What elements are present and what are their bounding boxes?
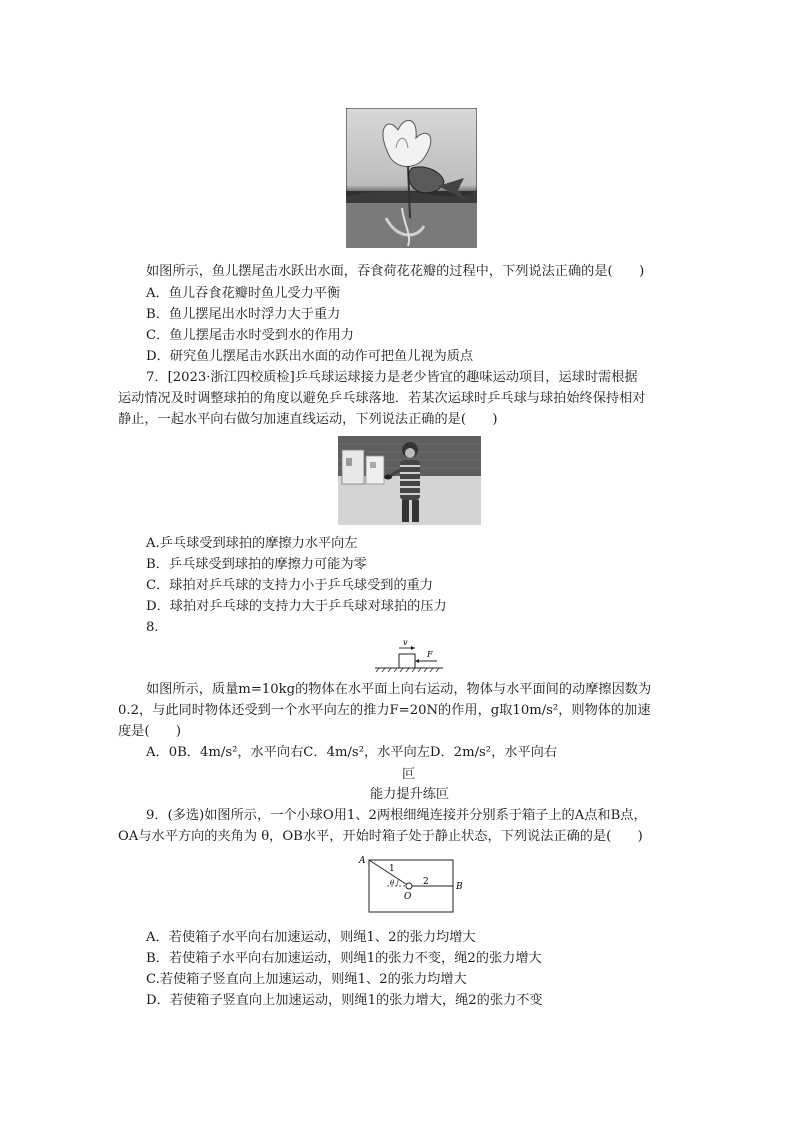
section-mark: 叵 [402,767,416,782]
q7-stem-line-2: 运动情况及时调整球拍的角度以避免乒乓球落地．若某次运球时乒乓球与球拍始终保持相对 [118,391,646,406]
q6-option-c: C．鱼儿摆尾击水时受到水的作用力 [146,328,354,343]
force-label: F [427,650,433,659]
point-a-label: A [359,856,366,866]
point-b-label: B [456,882,463,892]
q8-stem-line-1: 如图所示，质量m=10kg的物体在水平面上向右运动，物体与水平面间的动摩擦因数为 [146,682,652,697]
q9-stem-line-2: OA与水平方向的夹角为 θ，OB水平，开始时箱子处于静止状态，下列说法正确的是( ) [118,829,643,844]
q7-option-c: C．球拍对乒乓球的支持力小于乒乓球受到的重力 [146,578,434,593]
q8-stem-line-3: 度是( ) [118,724,182,739]
q7-stem-line-3: 静止，一起水平向右做匀加速直线运动，下列说法正确的是( ) [118,412,498,427]
q8-number: 8. [146,620,159,635]
q9-option-d: D．若使箱子竖直向上加速运动，则绳1的张力增大，绳2的张力不变 [146,993,543,1008]
q7-option-d: D．球拍对乒乓球的支持力大于乒乓球对球拍的压力 [146,599,447,614]
q9-stem-line-1: 9．(多选)如图所示，一个小球O用1、2两根细绳连接并分别系于箱子上的A点和B点， [146,808,647,823]
q6-option-a: A．鱼儿吞食花瓣时鱼儿受力平衡 [146,286,341,301]
section-title: 能力提升练叵 [370,787,450,802]
q7-option-b: B．乒乓球受到球拍的摩擦力可能为零 [146,557,367,572]
ping-pong-photo [338,436,481,525]
q8-options: A．0B．4m/s²，水平向右C．4m/s²，水平向左D．2m/s²，水平向右 [146,745,558,760]
q6-option-d: D．研究鱼儿摆尾击水跃出水面的动作可把鱼儿视为质点 [146,349,474,364]
q8-stem-line-2: 0.2，与此同时物体还受到一个水平向左的推力F=20N的作用，g取10m/s²，则物体的加速 [118,703,651,718]
angle-label: θ [390,879,395,887]
rope-1-label: 1 [389,864,395,874]
q9-option-b: B．若使箱子水平向右加速运动，则绳1的张力不变，绳2的张力增大 [146,951,542,966]
q6-option-b: B．鱼儿摆尾出水时浮力大于重力 [146,307,341,322]
q7-stem-line-1: 7．[2023·浙江四校质检]乒乓球运球接力是老少皆宜的趣味运动项目，运球时需根据 [146,370,638,385]
rope-2-label: 2 [423,877,429,887]
q6-stem: 如图所示，鱼儿摆尾击水跃出水面，吞食荷花花瓣的过程中，下列说法正确的是( ) [146,264,645,279]
q9-option-c: C.若使箱子竖直向上加速运动，则绳1、2的张力均增大 [146,972,467,987]
box-ropes-diagram [357,854,467,916]
point-o-label: O [404,892,412,902]
block-force-diagram [373,636,445,674]
q7-option-a: A.乒乓球受到球拍的摩擦力水平向左 [146,536,358,551]
velocity-label: v [403,638,408,647]
q9-option-a: A．若使箱子水平向右加速运动，则绳1、2的张力均增大 [146,930,476,945]
lotus-fish-photo [346,108,477,248]
